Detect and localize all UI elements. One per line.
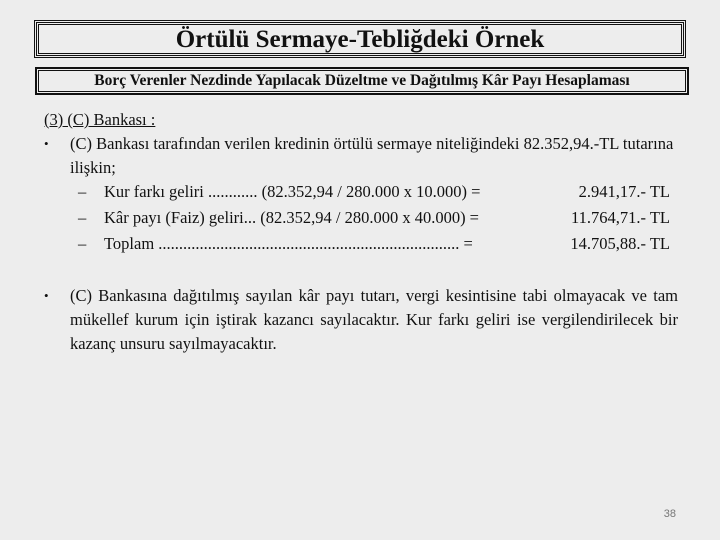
slide-title-box <box>36 22 684 56</box>
dash-icon: – <box>78 182 87 201</box>
slide-subtitle-box <box>36 68 688 94</box>
bullet-item-1 <box>44 132 678 180</box>
slide-subtitle: Borç Verenler Nezdinde Yapılacak Düzeltme ve Dağıtılmış Kâr Payı Hesaplaması <box>94 72 630 90</box>
calculation-row-2 <box>44 206 678 232</box>
slide-content <box>44 108 678 356</box>
calculation-value: 2.941,17.- TL <box>578 182 670 201</box>
bullet-text-2: (C) Bankasına dağıtılmış sayılan kâr payı tutarı, vergi kesintisine tabi olmayacak ve tam mükellef kurum için iştirak kazancı sayılacaktır. Kur farkı geliri ise vergilendirilecek bir kazanç unsuru sayılmayacaktır. <box>70 286 678 353</box>
page-number: 38 <box>663 508 676 520</box>
section-heading: (3) (C) Bankası : <box>44 110 156 129</box>
calculation-row-3 <box>44 232 678 258</box>
dash-icon: – <box>78 234 87 253</box>
bullet-icon: • <box>44 288 49 303</box>
calculation-value: 11.764,71.- TL <box>571 208 670 227</box>
calculation-label: Kâr payı (Faiz) geliri... (82.352,94 / 280.000 x 40.000) = <box>104 208 479 227</box>
bullet-text-1: (C) Bankası tarafından verilen kredinin örtülü sermaye niteliğindeki 82.352,94.-TL tutarına ilişkin; <box>70 134 674 177</box>
bullet-icon: • <box>44 136 49 151</box>
dash-icon: – <box>78 208 87 227</box>
spacer <box>44 258 678 284</box>
slide-title: Örtülü Sermaye-Tebliğdeki Örnek <box>175 25 545 53</box>
calculation-label: Toplam ......................................................................... = <box>104 234 473 253</box>
calculation-row-1 <box>44 180 678 206</box>
calculation-label: Kur farkı geliri ............ (82.352,94 / 280.000 x 10.000) = <box>104 182 481 201</box>
calculation-value: 14.705,88.- TL <box>570 234 670 253</box>
bullet-item-2 <box>44 284 678 356</box>
